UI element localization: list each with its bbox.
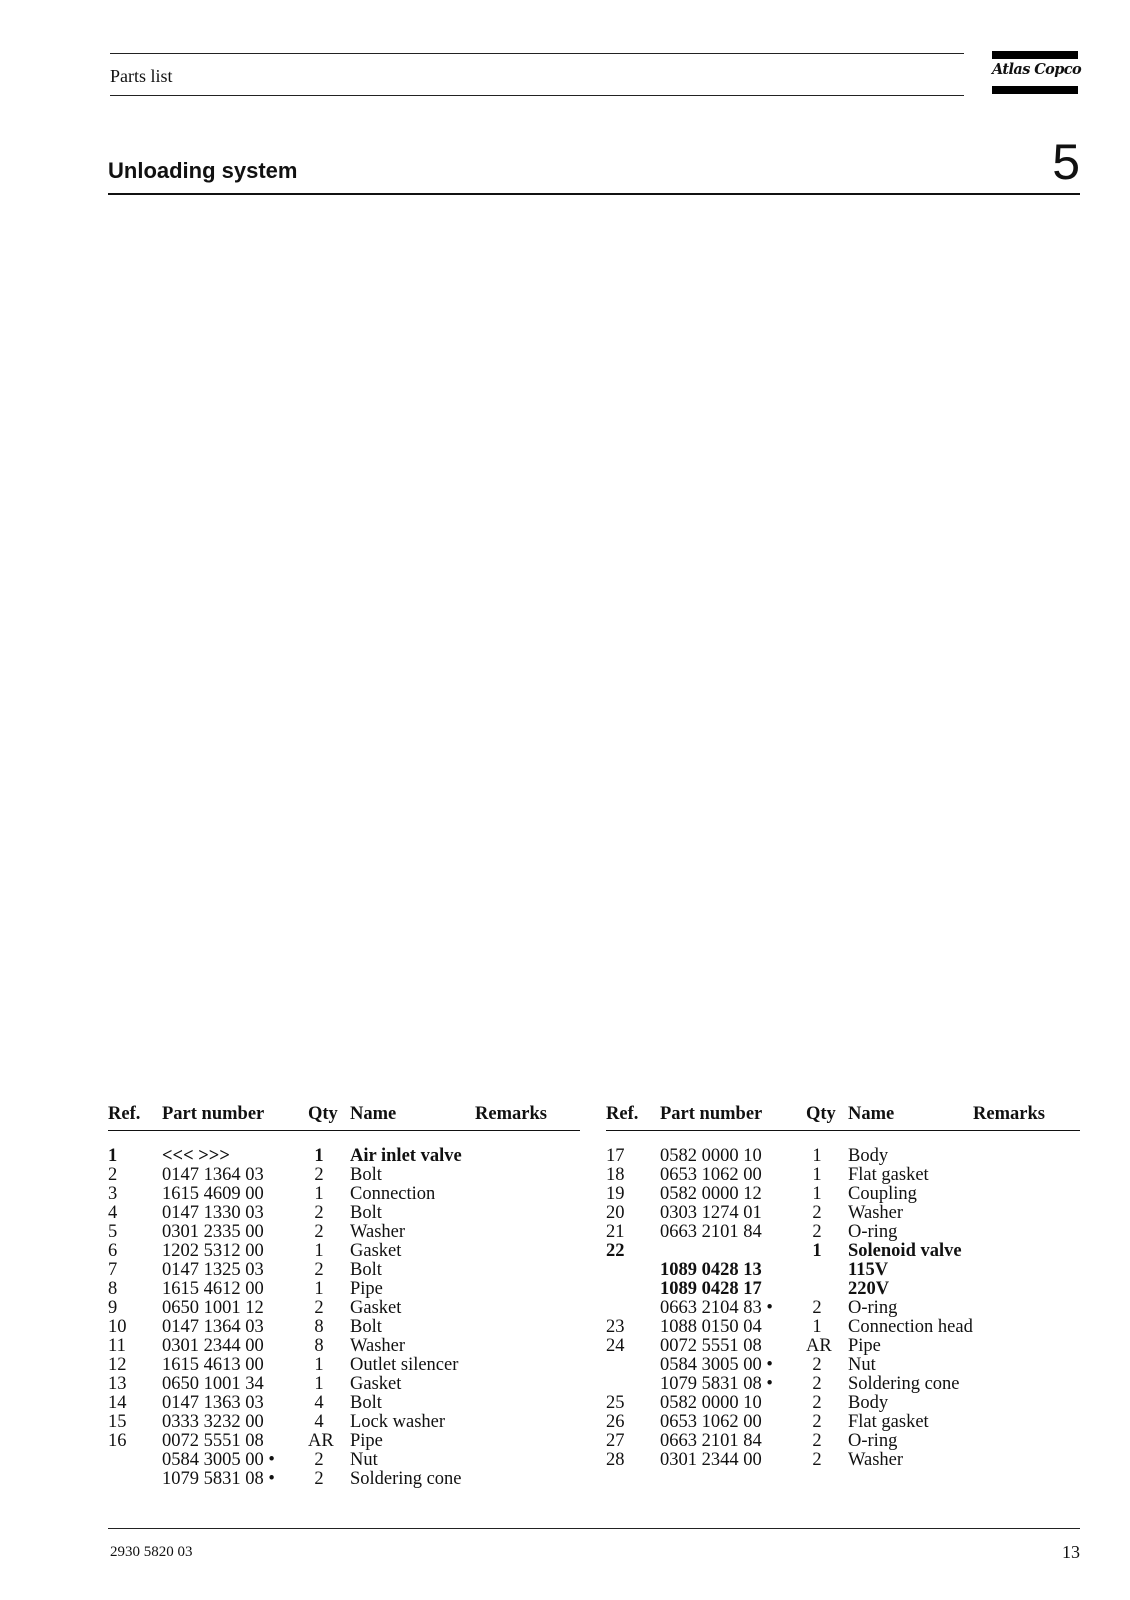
- cell-part-number: 1079 5831 08 •: [660, 1374, 773, 1394]
- cell-name: Pipe: [350, 1431, 383, 1451]
- table-row: [606, 1147, 1080, 1166]
- table-row: [606, 1185, 1080, 1204]
- cell-qty: 2: [314, 1450, 324, 1470]
- cell-qty: 2: [812, 1412, 822, 1432]
- table-row: [606, 1375, 1080, 1394]
- chapter-number: 5: [1052, 134, 1080, 190]
- cell-name: Outlet silencer: [350, 1355, 459, 1375]
- cell-name: Body: [848, 1393, 889, 1413]
- cell-ref: 23: [606, 1317, 625, 1337]
- table-header: [606, 1104, 1080, 1130]
- cell-part-number: 0663 2104 83 •: [660, 1298, 773, 1318]
- cell-qty: 1: [314, 1241, 324, 1261]
- cell-name: Gasket: [350, 1241, 402, 1261]
- cell-ref: 1: [108, 1146, 118, 1166]
- cell-part-number: 1202 5312 00: [162, 1241, 264, 1261]
- cell-qty: 8: [314, 1336, 324, 1356]
- cell-part-number: 0650 1001 12: [162, 1298, 264, 1318]
- table-row: [606, 1451, 1080, 1470]
- cell-part-number: 0301 2335 00: [162, 1222, 264, 1242]
- page-number: 13: [1062, 1542, 1080, 1562]
- cell-part-number: 0072 5551 08: [162, 1431, 264, 1451]
- title-rule: [108, 193, 1080, 195]
- cell-ref: 11: [108, 1336, 126, 1356]
- table-row: [108, 1337, 580, 1356]
- cell-ref: 5: [108, 1222, 118, 1242]
- cell-ref: 24: [606, 1336, 625, 1356]
- table-row: [606, 1299, 1080, 1318]
- cell-ref: 8: [108, 1279, 118, 1299]
- header-name: Name: [848, 1104, 895, 1124]
- cell-name: Washer: [848, 1203, 904, 1223]
- cell-part-number: 0584 3005 00 •: [162, 1450, 275, 1470]
- atlas-copco-logo: [992, 51, 1082, 94]
- cell-qty: 1: [314, 1355, 324, 1375]
- cell-name: Air inlet valve: [350, 1146, 462, 1166]
- footer-rule: [108, 1528, 1080, 1529]
- logo-bar-top: [992, 51, 1078, 59]
- cell-part-number: 0653 1062 00: [660, 1412, 762, 1432]
- table-row: [108, 1147, 580, 1166]
- table-header: [108, 1104, 580, 1130]
- table-row: [606, 1318, 1080, 1337]
- cell-ref: 18: [606, 1165, 625, 1185]
- cell-name: Nut: [848, 1355, 876, 1375]
- logo-wordmark: Atlas Copco: [992, 61, 1082, 78]
- cell-qty: 2: [812, 1203, 822, 1223]
- table-row: [108, 1318, 580, 1337]
- cell-name: Washer: [350, 1336, 406, 1356]
- table-row: [108, 1451, 580, 1470]
- cell-part-number: 0072 5551 08: [660, 1336, 762, 1356]
- cell-part-number: 0147 1364 03: [162, 1317, 264, 1337]
- cell-qty: 1: [812, 1165, 822, 1185]
- cell-part-number: 0584 3005 00 •: [660, 1355, 773, 1375]
- parts-table-right: [606, 1104, 1080, 1470]
- cell-name: 220V: [848, 1279, 890, 1299]
- cell-part-number: 0147 1364 03: [162, 1165, 264, 1185]
- table-row: [108, 1413, 580, 1432]
- cell-name: Bolt: [350, 1393, 382, 1413]
- cell-name: Lock washer: [350, 1412, 446, 1432]
- cell-part-number: 0303 1274 01: [660, 1203, 762, 1223]
- table-row: [108, 1261, 580, 1280]
- header-remarks: Remarks: [973, 1104, 1045, 1124]
- table-row: [606, 1204, 1080, 1223]
- header-part-number: Part number: [660, 1104, 763, 1124]
- cell-name: O-ring: [848, 1298, 898, 1318]
- header-remarks: Remarks: [475, 1104, 547, 1124]
- cell-name: Connection head: [848, 1317, 973, 1337]
- cell-ref: 14: [108, 1393, 127, 1413]
- cell-qty: 1: [314, 1184, 324, 1204]
- cell-qty: AR: [308, 1431, 334, 1451]
- cell-part-number: 0663 2101 84: [660, 1431, 762, 1451]
- table-row: [606, 1432, 1080, 1451]
- cell-ref: 21: [606, 1222, 625, 1242]
- header-ref: Ref.: [108, 1104, 141, 1124]
- cell-ref: 10: [108, 1317, 127, 1337]
- cell-ref: 26: [606, 1412, 625, 1432]
- table-row: [606, 1166, 1080, 1185]
- cell-name: Gasket: [350, 1374, 402, 1394]
- table-row: [108, 1242, 580, 1261]
- cell-qty: 8: [314, 1317, 324, 1337]
- table-row: [108, 1432, 580, 1451]
- exploded-drawing-area: [108, 205, 1080, 1085]
- cell-part-number: 0333 3232 00: [162, 1412, 264, 1432]
- cell-ref: 28: [606, 1450, 625, 1470]
- cell-name: Pipe: [848, 1336, 881, 1356]
- cell-qty: 2: [314, 1298, 324, 1318]
- parts-table-left: [108, 1104, 580, 1489]
- cell-name: Washer: [350, 1222, 406, 1242]
- cell-ref: 25: [606, 1393, 625, 1413]
- table-row: [108, 1204, 580, 1223]
- cell-qty: 4: [314, 1393, 324, 1413]
- cell-name: Flat gasket: [848, 1412, 929, 1432]
- cell-name: Connection: [350, 1184, 436, 1204]
- chapter-title: Unloading system: [108, 158, 298, 183]
- cell-qty: 1: [812, 1241, 822, 1261]
- cell-ref: 4: [108, 1203, 118, 1223]
- cell-part-number: 1615 4609 00: [162, 1184, 264, 1204]
- header-name: Name: [350, 1104, 397, 1124]
- table-row: [108, 1166, 580, 1185]
- cell-part-number: 0301 2344 00: [660, 1450, 762, 1470]
- cell-part-number: 0663 2101 84: [660, 1222, 762, 1242]
- cell-qty: 1: [314, 1146, 324, 1166]
- cell-qty: 1: [812, 1317, 822, 1337]
- cell-qty: 2: [314, 1222, 324, 1242]
- cell-part-number: 1079 5831 08 •: [162, 1469, 275, 1489]
- document-number: 2930 5820 03: [110, 1544, 193, 1560]
- table-row: [606, 1356, 1080, 1375]
- header-qty: Qty: [308, 1104, 338, 1124]
- cell-qty: 2: [812, 1374, 822, 1394]
- logo-bar-bottom: [992, 86, 1078, 94]
- cell-ref: 2: [108, 1165, 118, 1185]
- cell-part-number: 0582 0000 12: [660, 1184, 762, 1204]
- cell-name: Coupling: [848, 1184, 917, 1204]
- cell-qty: 2: [812, 1298, 822, 1318]
- cell-ref: 15: [108, 1412, 127, 1432]
- cell-part-number: 1615 4613 00: [162, 1355, 264, 1375]
- section-label: Parts list: [110, 66, 173, 86]
- cell-ref: 20: [606, 1203, 625, 1223]
- cell-ref: 6: [108, 1241, 118, 1261]
- cell-ref: 17: [606, 1146, 625, 1166]
- table-row: [108, 1185, 580, 1204]
- cell-name: Nut: [350, 1450, 378, 1470]
- cell-part-number: 0301 2344 00: [162, 1336, 264, 1356]
- table-row: [606, 1242, 1080, 1261]
- cell-name: 115V: [848, 1260, 889, 1280]
- cell-part-number: 0147 1325 03: [162, 1260, 264, 1280]
- cell-name: Bolt: [350, 1165, 382, 1185]
- table-row: [606, 1280, 1080, 1299]
- cell-name: O-ring: [848, 1222, 898, 1242]
- table-row: [606, 1223, 1080, 1242]
- cell-qty: 2: [314, 1165, 324, 1185]
- cell-name: Bolt: [350, 1203, 382, 1223]
- cell-part-number: <<< >>>: [162, 1146, 230, 1166]
- cell-name: Gasket: [350, 1298, 402, 1318]
- table-row: [108, 1299, 580, 1318]
- cell-qty: 2: [314, 1260, 324, 1280]
- cell-name: Body: [848, 1146, 889, 1166]
- table-row: [606, 1337, 1080, 1356]
- cell-name: Flat gasket: [848, 1165, 929, 1185]
- cell-part-number: 0582 0000 10: [660, 1146, 762, 1166]
- cell-qty: 1: [812, 1146, 822, 1166]
- header-rule-bottom: [110, 95, 964, 96]
- cell-qty: 4: [314, 1412, 324, 1432]
- cell-name: Solenoid valve: [848, 1241, 962, 1261]
- cell-qty: 2: [812, 1222, 822, 1242]
- cell-part-number: 0147 1363 03: [162, 1393, 264, 1413]
- cell-part-number: 0650 1001 34: [162, 1374, 264, 1394]
- table-row: [108, 1223, 580, 1242]
- table-row: [108, 1280, 580, 1299]
- header-rule-top: [110, 53, 964, 54]
- cell-name: Bolt: [350, 1260, 382, 1280]
- cell-ref: 19: [606, 1184, 625, 1204]
- table-row: [108, 1375, 580, 1394]
- cell-qty: 2: [812, 1355, 822, 1375]
- cell-ref: 27: [606, 1431, 625, 1451]
- cell-name: Pipe: [350, 1279, 383, 1299]
- table-row: [606, 1261, 1080, 1280]
- cell-ref: 13: [108, 1374, 127, 1394]
- cell-qty: 1: [314, 1374, 324, 1394]
- table-row: [108, 1394, 580, 1413]
- cell-qty: 2: [812, 1393, 822, 1413]
- cell-qty: 1: [314, 1279, 324, 1299]
- cell-ref: 7: [108, 1260, 118, 1280]
- table-body: [606, 1147, 1080, 1470]
- cell-ref: 22: [606, 1241, 625, 1261]
- table-row: [606, 1394, 1080, 1413]
- cell-part-number: 0582 0000 10: [660, 1393, 762, 1413]
- header-ref: Ref.: [606, 1104, 639, 1124]
- cell-qty: 2: [812, 1431, 822, 1451]
- cell-qty: 2: [314, 1203, 324, 1223]
- header-part-number: Part number: [162, 1104, 265, 1124]
- table-body: [108, 1147, 580, 1489]
- cell-qty: 1: [812, 1184, 822, 1204]
- cell-qty: AR: [806, 1336, 832, 1356]
- cell-part-number: 1088 0150 04: [660, 1317, 762, 1337]
- cell-part-number: 0653 1062 00: [660, 1165, 762, 1185]
- cell-ref: 12: [108, 1355, 127, 1375]
- cell-qty: 2: [314, 1469, 324, 1489]
- cell-name: Bolt: [350, 1317, 382, 1337]
- cell-name: Soldering cone: [848, 1374, 960, 1394]
- cell-name: Washer: [848, 1450, 904, 1470]
- cell-ref: 16: [108, 1431, 127, 1451]
- cell-name: O-ring: [848, 1431, 898, 1451]
- cell-part-number: 1089 0428 17: [660, 1279, 762, 1299]
- table-row: [108, 1470, 580, 1489]
- cell-part-number: 0147 1330 03: [162, 1203, 264, 1223]
- cell-qty: 2: [812, 1450, 822, 1470]
- header-qty: Qty: [806, 1104, 836, 1124]
- table-row: [606, 1413, 1080, 1432]
- table-header-rule: [606, 1130, 1080, 1131]
- table-header-rule: [108, 1130, 580, 1131]
- cell-name: Soldering cone: [350, 1469, 462, 1489]
- cell-part-number: 1615 4612 00: [162, 1279, 264, 1299]
- cell-ref: 9: [108, 1298, 118, 1318]
- table-row: [108, 1356, 580, 1375]
- cell-ref: 3: [108, 1184, 118, 1204]
- cell-part-number: 1089 0428 13: [660, 1260, 762, 1280]
